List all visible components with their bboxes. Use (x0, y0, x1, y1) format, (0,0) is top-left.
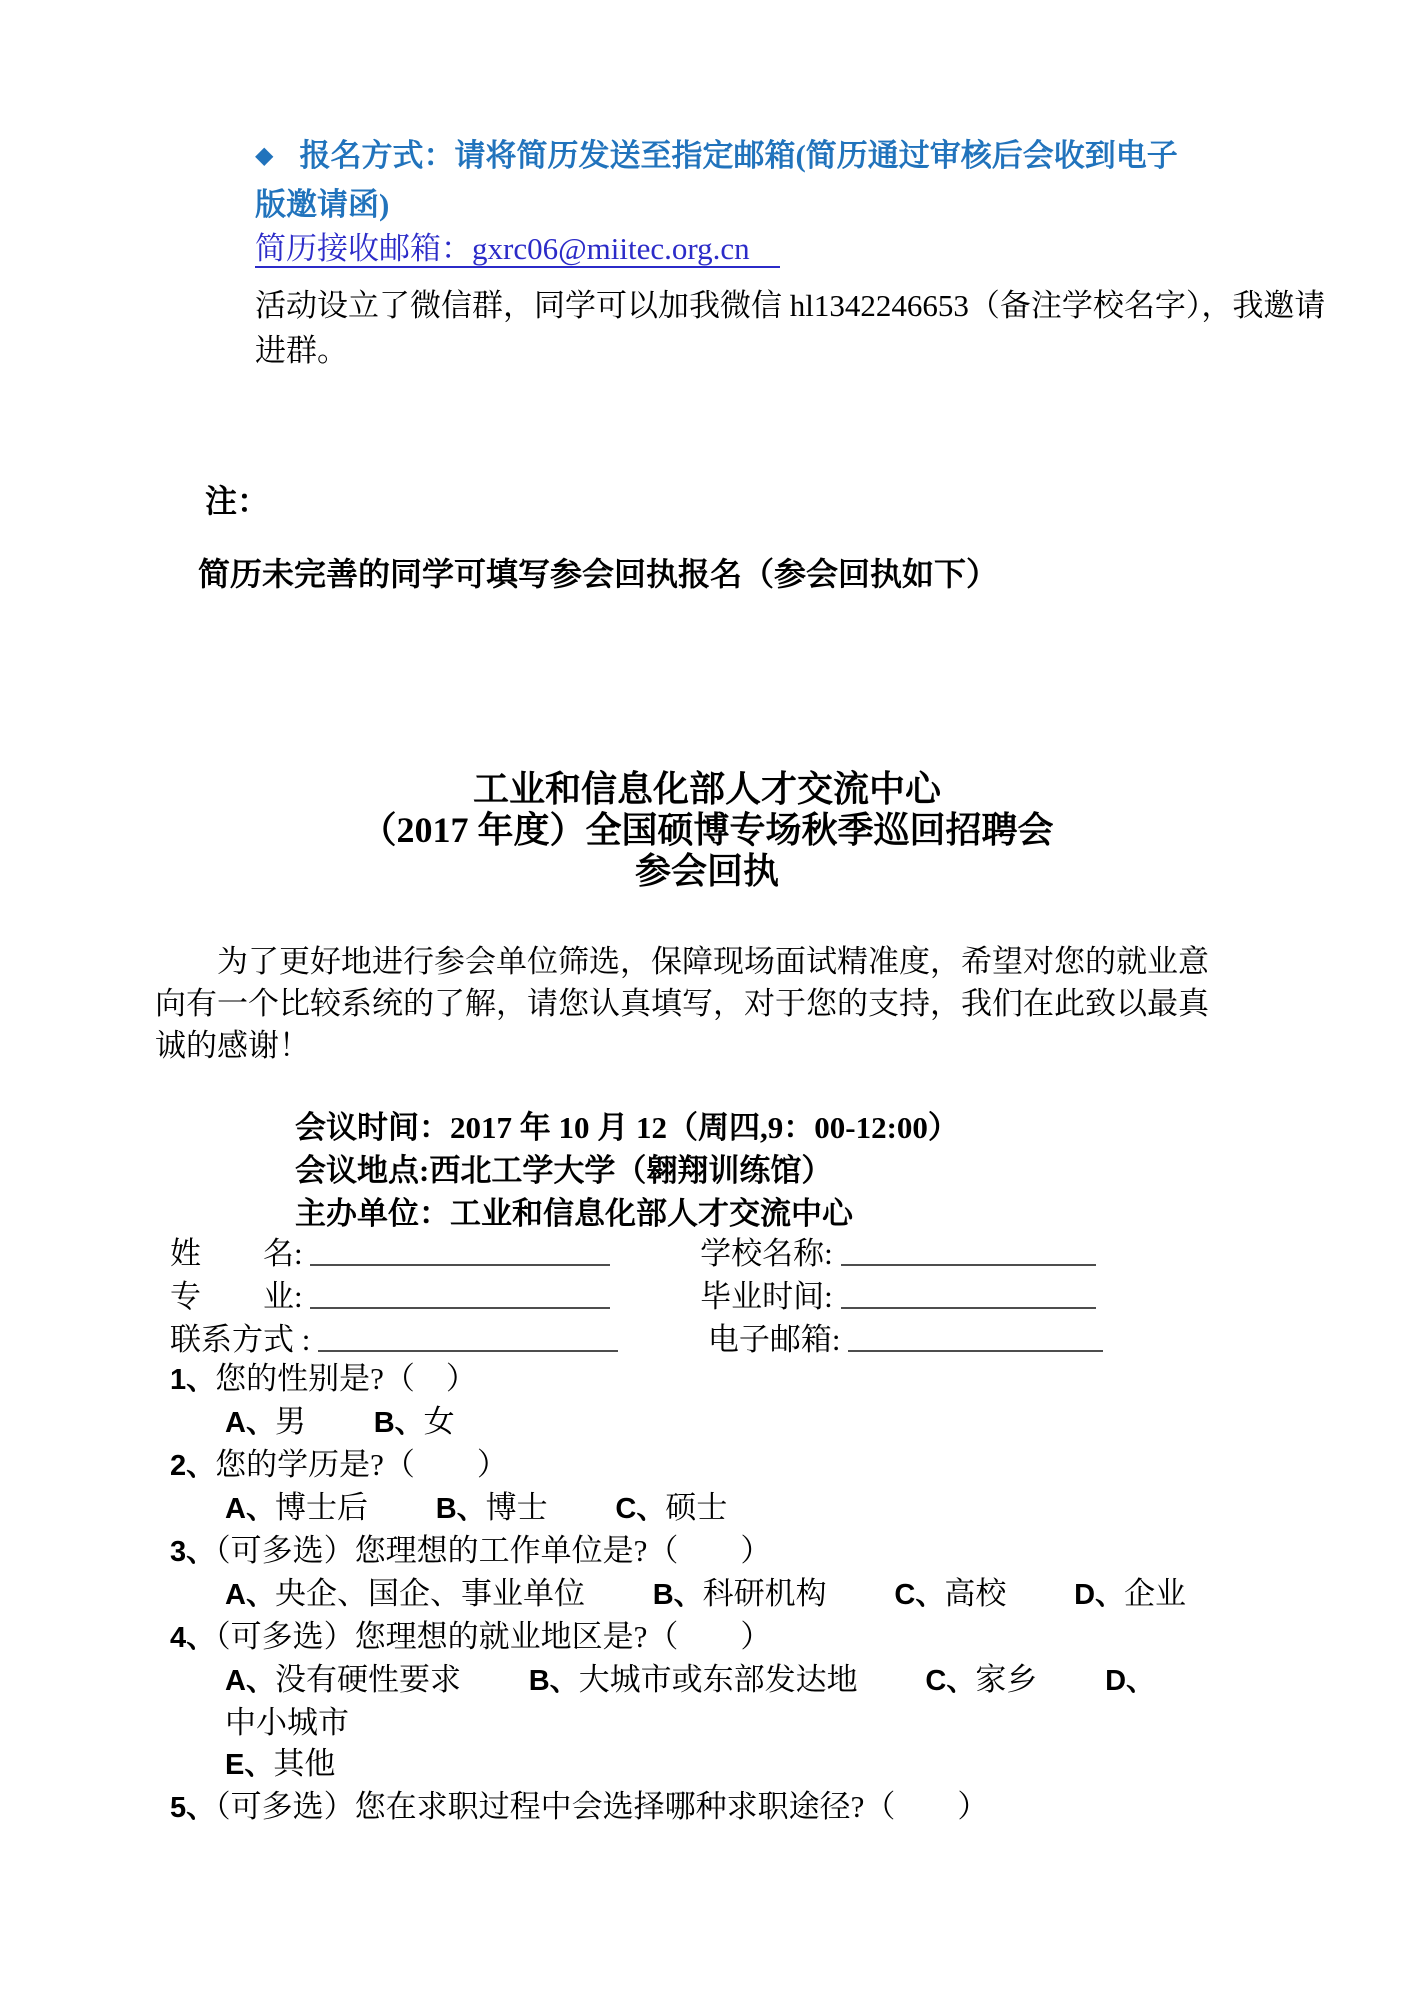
field-row-major-gradtime (170, 1275, 1103, 1318)
option-item (225, 1576, 585, 1611)
option-item (225, 1662, 461, 1697)
question-2-options (170, 1487, 1186, 1530)
option-label: 大城市或东部发达地 (578, 1662, 858, 1697)
option-item (615, 1490, 727, 1525)
field-rows (170, 1232, 1103, 1361)
option-label: 央企、国企、事业单位 (274, 1576, 585, 1611)
field-blank-major[interactable] (310, 1297, 610, 1309)
option-item (436, 1490, 548, 1525)
option-item (529, 1662, 858, 1697)
meeting-organizer: 主办单位：工业和信息化部人才交流中心 (295, 1196, 853, 1231)
option-letter: A、 (225, 1493, 275, 1525)
option-letter: C、 (925, 1665, 976, 1697)
option-letter: D、 (1074, 1579, 1125, 1611)
wechat-note: 活动设立了微信群，同学可以加我微信 hl1342246653（备注学校名字），我邀请进群。 (255, 288, 1326, 368)
field-blank-gradtime[interactable] (841, 1297, 1096, 1309)
question-4 (170, 1616, 1186, 1659)
question-4-options (170, 1659, 1175, 1743)
question-3-number: 3、 (170, 1536, 216, 1568)
resume-email-line (255, 229, 780, 269)
option-letter: B、 (373, 1407, 424, 1439)
option-label: 企业 (1124, 1576, 1187, 1611)
field-label-email: 电子邮箱: (707, 1322, 841, 1357)
option-label: 女 (423, 1404, 455, 1439)
option-letter: A、 (225, 1579, 275, 1611)
signup-method-notice (255, 133, 1200, 228)
option-label: 硕士 (665, 1490, 728, 1525)
option-letter: B、 (528, 1665, 579, 1697)
option-label: 其他 (273, 1746, 336, 1781)
option-item (374, 1404, 455, 1439)
intro-paragraph: 为了更好地进行参会单位筛选，保障现场面试精准度，希望对您的就业意向有一个比较系统的了解，请您认真填写，对于您的支持，我们在此致以最真诚的感谢！ (155, 944, 1209, 1063)
option-label: 中小城市 (225, 1705, 349, 1740)
option-label: 博士后 (274, 1490, 368, 1525)
signup-method-text: 报名方式：请将简历发送至指定邮箱(简历通过审核后会收到电子版邀请函) (255, 138, 1178, 222)
question-4-text: （可多选）您理想的就业地区是?（ ） (215, 1619, 772, 1654)
title-line-1: 工业和信息化部人才交流中心 (472, 769, 941, 809)
option-letter: A、 (225, 1407, 275, 1439)
question-3-text: （可多选）您理想的工作单位是?（ ） (215, 1533, 772, 1568)
field-blank-email[interactable] (848, 1340, 1103, 1352)
option-letter: B、 (435, 1493, 486, 1525)
meeting-info (295, 1106, 959, 1235)
title-line-2: （2017 年度）全国硕博专场秋季巡回招聘会 (360, 810, 1054, 850)
option-letter: C、 (615, 1493, 666, 1525)
field-row-name-school (170, 1232, 1103, 1275)
field-label-school: 学校名称: (700, 1236, 833, 1271)
option-label: 科研机构 (702, 1576, 827, 1611)
question-5-text: （可多选）您在求职过程中会选择哪种求职途径?（ ） (215, 1789, 989, 1824)
option-label: 家乡 (975, 1662, 1038, 1697)
meeting-place: 会议地点:西北工学大学（翱翔训练馆） (295, 1153, 833, 1188)
question-5 (170, 1786, 1186, 1829)
option-letter: D、 (1105, 1665, 1156, 1697)
option-item (653, 1576, 827, 1611)
question-3 (170, 1530, 1186, 1573)
option-item (225, 1746, 335, 1781)
field-label-gradtime: 毕业时间: (700, 1279, 833, 1314)
question-3-options (170, 1573, 1186, 1616)
option-letter: C、 (894, 1579, 945, 1611)
diamond-bullet-icon: ◆ (255, 143, 274, 169)
option-label: 男 (274, 1404, 306, 1439)
meeting-time: 会议时间：2017 年 10 月 12（周四,9：00-12:00） (295, 1110, 959, 1145)
question-2 (170, 1444, 1186, 1487)
option-label: 博士 (485, 1490, 548, 1525)
question-5-number: 5、 (170, 1792, 216, 1824)
question-1-options (170, 1401, 1186, 1444)
option-item (225, 1404, 306, 1439)
option-letter: A、 (225, 1665, 275, 1697)
option-item (225, 1490, 368, 1525)
field-blank-contact[interactable] (318, 1340, 618, 1352)
questionnaire (170, 1358, 1186, 1829)
field-blank-name[interactable] (310, 1254, 610, 1266)
field-row-contact-email (170, 1318, 1103, 1361)
note-heading: 简历未完善的同学可填写参会回执报名（参会回执如下） (198, 556, 999, 592)
form-title (157, 769, 1257, 892)
field-label-contact: 联系方式 : (170, 1322, 311, 1357)
field-label-major: 专 业: (170, 1279, 303, 1314)
option-item (1074, 1576, 1186, 1611)
question-1 (170, 1358, 1186, 1401)
option-label: 高校 (944, 1576, 1007, 1611)
question-2-text: 您的学历是?（ ） (215, 1447, 508, 1482)
question-4-option-e (170, 1743, 1186, 1786)
option-item (894, 1576, 1006, 1611)
question-4-number: 4、 (170, 1622, 216, 1654)
field-label-name: 姓 名: (170, 1236, 303, 1271)
note-label: 注： (205, 483, 270, 519)
question-1-number: 1、 (170, 1364, 216, 1396)
field-blank-school[interactable] (841, 1254, 1096, 1266)
option-letter: E、 (225, 1749, 274, 1781)
question-1-text: 您的性别是?（ ） (215, 1361, 477, 1396)
option-label: 没有硬性要求 (274, 1662, 461, 1697)
option-letter: B、 (652, 1579, 703, 1611)
title-line-3: 参会回执 (634, 851, 779, 891)
option-item (925, 1662, 1037, 1697)
resume-email-link[interactable]: 简历接收邮箱：gxrc06@miitec.org.cn (255, 231, 780, 268)
question-2-number: 2、 (170, 1450, 216, 1482)
